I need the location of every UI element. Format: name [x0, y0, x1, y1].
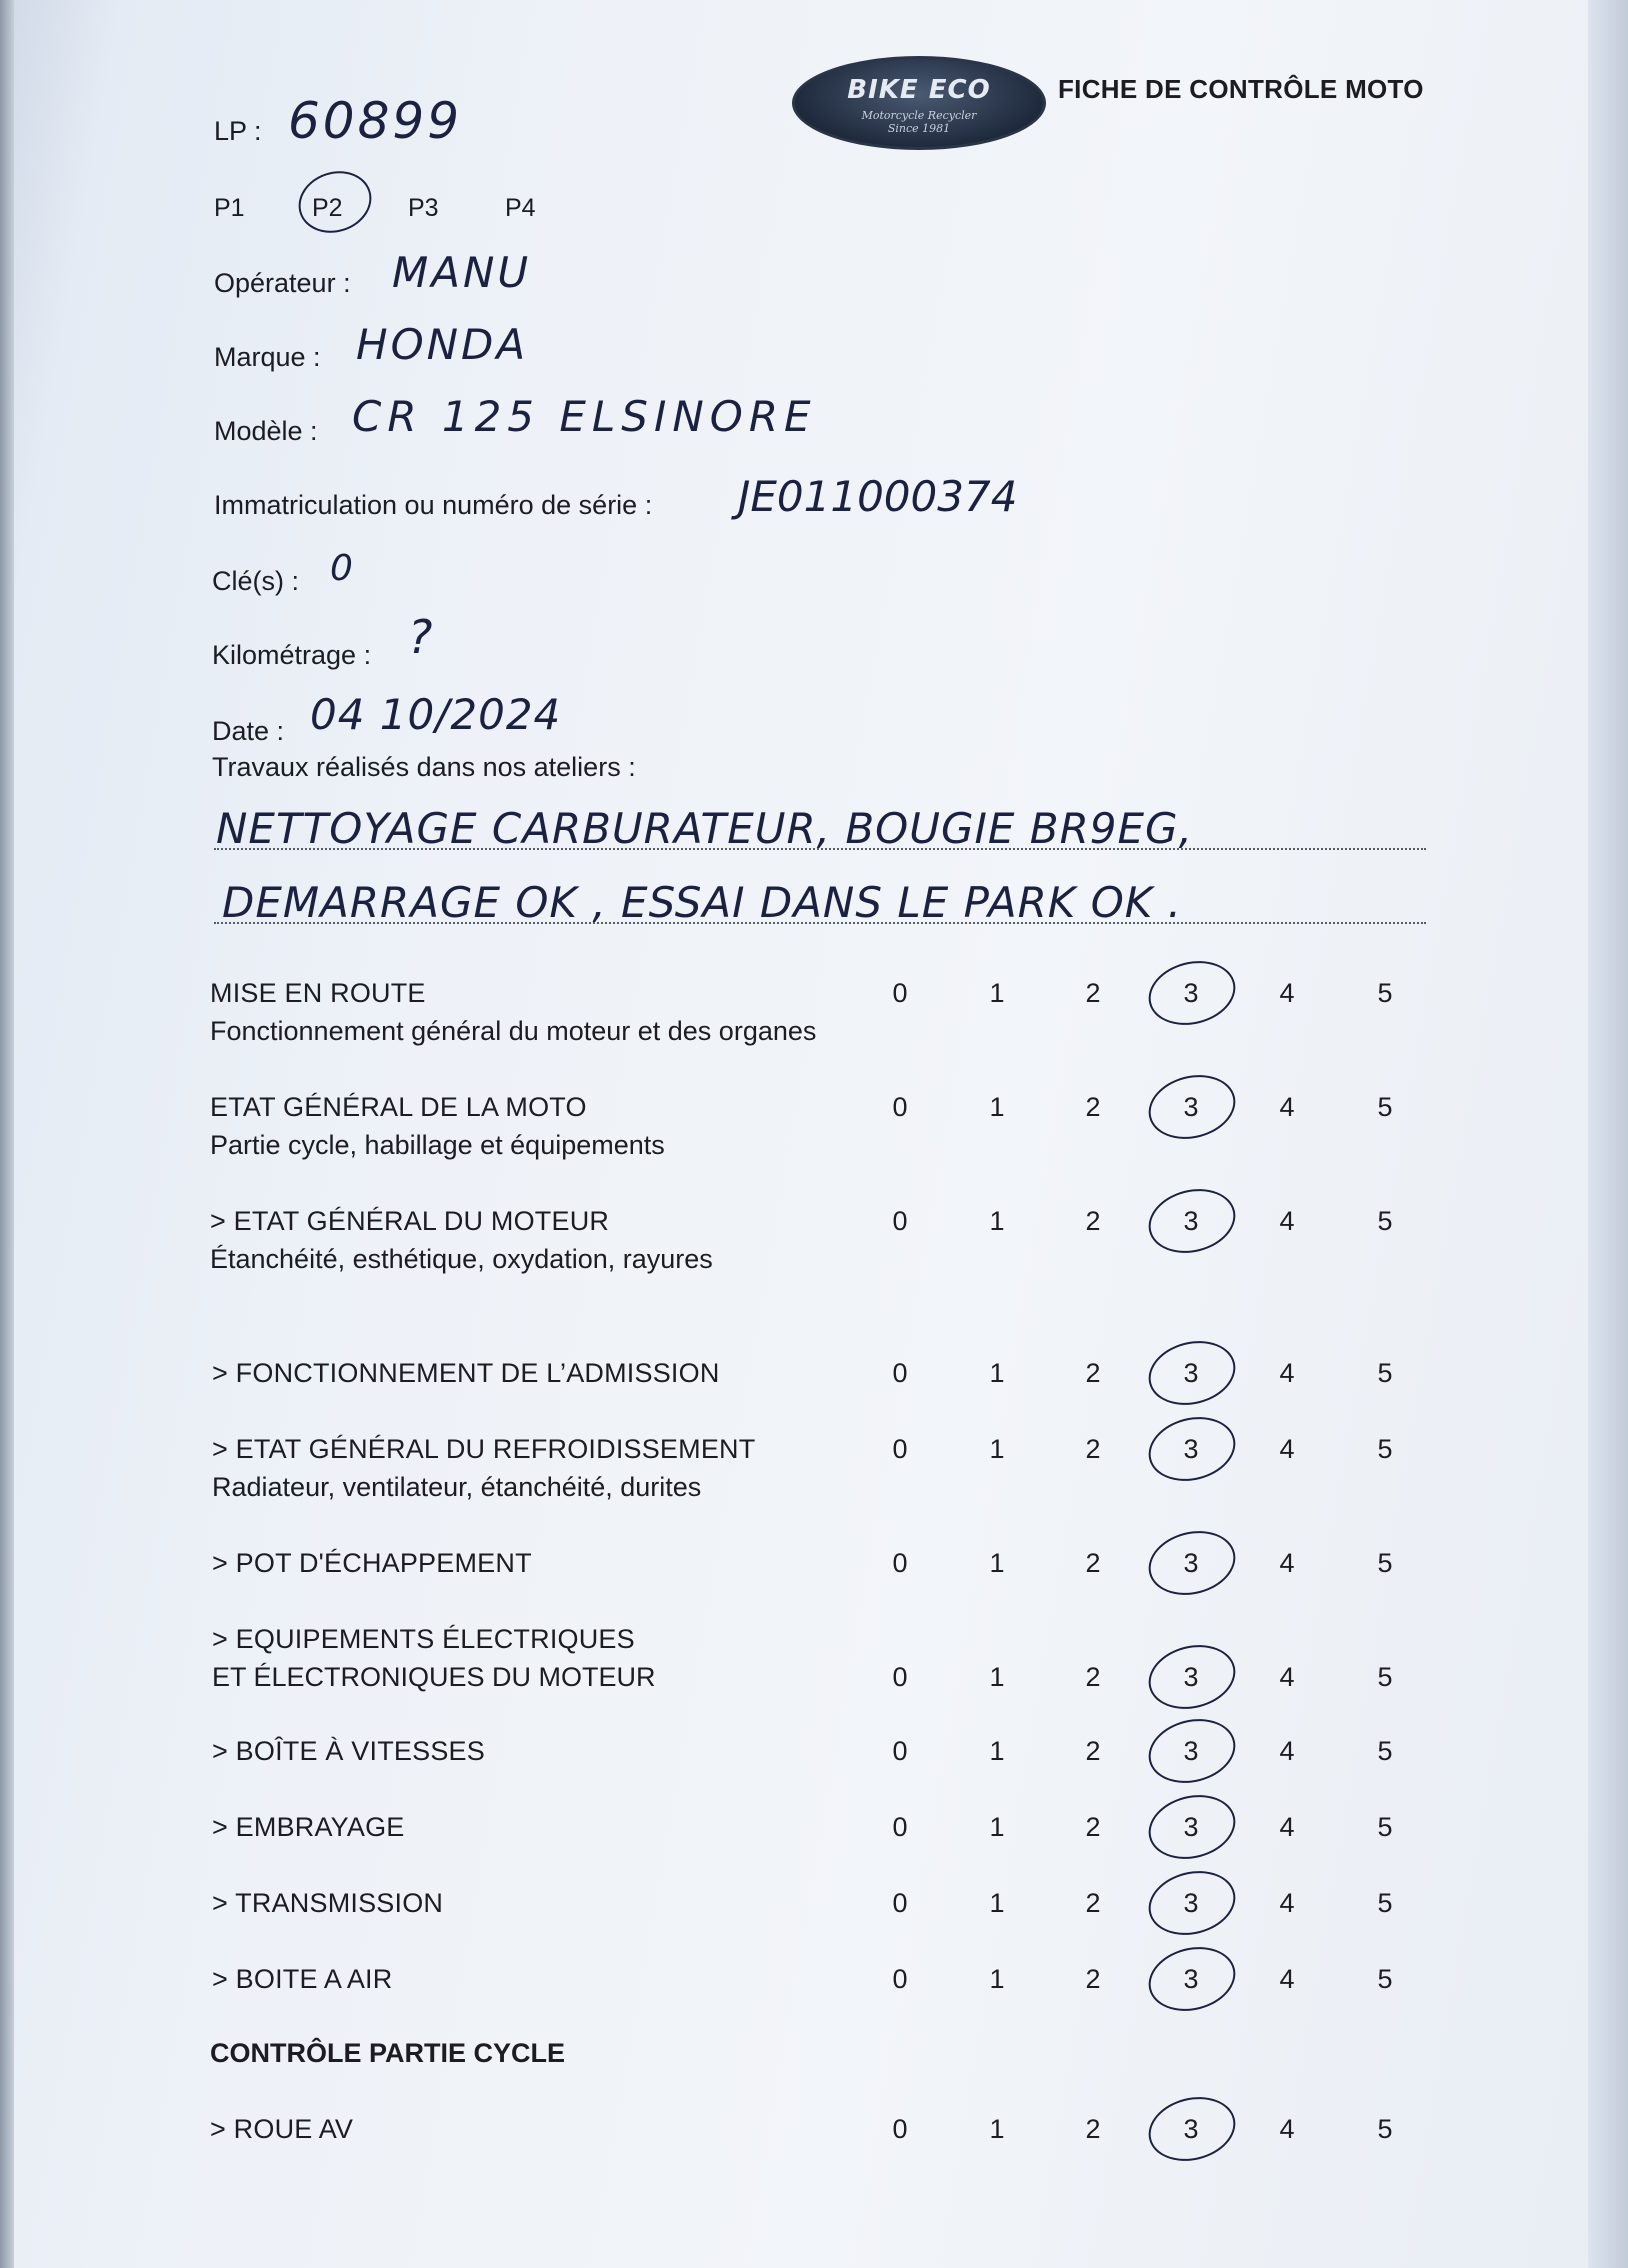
score-option: 0	[892, 1548, 908, 1578]
score-selected-circle	[1142, 1332, 1242, 1413]
bike-eco-logo	[792, 56, 1046, 150]
score-option: 4	[1279, 1358, 1295, 1388]
score-selected-circle	[1142, 1522, 1242, 1603]
lp-value: 60899	[288, 92, 463, 150]
binder-edge-left	[0, 0, 14, 2268]
score-option: 4	[1279, 1092, 1295, 1122]
score-option: 1	[989, 1964, 1005, 1994]
score-option: 3	[1183, 2114, 1199, 2144]
score-option: 4	[1279, 1812, 1295, 1842]
binder-edge-right	[1588, 0, 1628, 2268]
score-option: 0	[892, 1358, 908, 1388]
check-admission: > FONCTIONNEMENT DE L’ADMISSION	[212, 1358, 720, 1388]
score-selected-circle	[1142, 1786, 1242, 1867]
date-label: Date :	[212, 716, 285, 746]
score-option: 4	[1279, 978, 1295, 1008]
score-option: 2	[1085, 1964, 1101, 1994]
score-selected-circle	[1142, 952, 1242, 1033]
score-option: 1	[989, 1548, 1005, 1578]
check-etat-moteur-sub: Étanchéité, esthétique, oxydation, rayures	[210, 1244, 713, 1274]
brand-value: HONDA	[356, 320, 529, 369]
score-selected-circle	[1142, 1710, 1242, 1791]
mileage-label: Kilométrage :	[212, 640, 372, 670]
score-selected-circle	[1142, 1938, 1242, 2019]
score-option: 5	[1377, 1548, 1393, 1578]
score-option: 3	[1183, 1358, 1199, 1388]
score-option: 4	[1279, 1888, 1295, 1918]
score-option: 1	[989, 978, 1005, 1008]
score-selected-circle	[1142, 2088, 1242, 2169]
score-option: 0	[892, 1964, 908, 1994]
priority-p2: P2	[312, 194, 343, 222]
score-selected-circle	[1142, 1066, 1242, 1147]
score-option: 4	[1279, 1434, 1295, 1464]
check-mise-en-route: MISE EN ROUTE	[210, 978, 426, 1008]
score-option: 0	[892, 2114, 908, 2144]
logo-name: BIKE ECO	[847, 75, 991, 105]
score-option: 0	[892, 1888, 908, 1918]
score-option: 2	[1085, 1888, 1101, 1918]
score-option: 5	[1377, 1662, 1393, 1692]
score-option: 3	[1183, 1092, 1199, 1122]
check-boite-vitesses: > BOÎTE À VITESSES	[212, 1736, 485, 1766]
score-option: 2	[1085, 978, 1101, 1008]
score-option: 3	[1183, 1206, 1199, 1236]
check-etat-moteur: > ETAT GÉNÉRAL DU MOTEUR	[210, 1206, 610, 1236]
score-option: 5	[1377, 1812, 1393, 1842]
score-option: 4	[1279, 1736, 1295, 1766]
check-etat-moto: ETAT GÉNÉRAL DE LA MOTO	[210, 1092, 587, 1122]
score-option: 4	[1279, 2114, 1295, 2144]
score-option: 0	[892, 1092, 908, 1122]
priority-p3: P3	[408, 194, 439, 222]
score-option: 1	[989, 1206, 1005, 1236]
check-embrayage: > EMBRAYAGE	[212, 1812, 405, 1842]
score-option: 5	[1377, 1964, 1393, 1994]
score-option: 3	[1183, 1964, 1199, 1994]
check-mise-en-route-sub: Fonctionnement général du moteur et des organes	[210, 1016, 817, 1046]
logo-tagline-1: Motorcycle Recycler	[861, 109, 977, 122]
check-etat-moto-sub: Partie cycle, habillage et équipements	[210, 1130, 665, 1160]
score-option: 4	[1279, 1662, 1295, 1692]
check-refroidissement: > ETAT GÉNÉRAL DU REFROIDISSEMENT	[212, 1434, 756, 1464]
score-option: 5	[1377, 2114, 1393, 2144]
score-option: 3	[1183, 978, 1199, 1008]
keys-label: Clé(s) :	[212, 566, 299, 596]
score-option: 1	[989, 2114, 1005, 2144]
mileage-value: ?	[408, 610, 436, 664]
score-option: 5	[1377, 1434, 1393, 1464]
priority-selected-circle	[291, 162, 380, 242]
score-option: 5	[1377, 1092, 1393, 1122]
score-option: 4	[1279, 1964, 1295, 1994]
model-label: Modèle :	[214, 416, 318, 446]
score-option: 2	[1085, 1434, 1101, 1464]
score-selected-circle	[1142, 1862, 1242, 1943]
works-dotted-line-2	[214, 922, 1426, 924]
score-selected-circle	[1142, 1180, 1242, 1261]
serial-label: Immatriculation ou numéro de série :	[214, 490, 653, 520]
score-option: 2	[1085, 1736, 1101, 1766]
score-option: 5	[1377, 1206, 1393, 1236]
document-title: FICHE DE CONTRÔLE MOTO	[1058, 74, 1424, 104]
score-option: 2	[1085, 2114, 1101, 2144]
score-option: 0	[892, 1206, 908, 1236]
score-option: 4	[1279, 1206, 1295, 1236]
score-option: 5	[1377, 1358, 1393, 1388]
score-option: 5	[1377, 978, 1393, 1008]
check-transmission: > TRANSMISSION	[212, 1888, 444, 1918]
model-value: CR 125 ELSINORE	[352, 392, 817, 441]
score-option: 3	[1183, 1662, 1199, 1692]
operator-value: MANU	[392, 248, 532, 297]
score-option: 0	[892, 1434, 908, 1464]
check-boite-a-air: > BOITE A AIR	[212, 1964, 393, 1994]
score-selected-circle	[1142, 1636, 1242, 1717]
score-option: 2	[1085, 1092, 1101, 1122]
score-option: 3	[1183, 1888, 1199, 1918]
score-option: 0	[892, 1736, 908, 1766]
lp-label: LP :	[214, 116, 262, 146]
score-option: 1	[989, 1434, 1005, 1464]
score-selected-circle	[1142, 1408, 1242, 1489]
score-option: 2	[1085, 1662, 1101, 1692]
score-option: 2	[1085, 1358, 1101, 1388]
serial-value: JE011000374	[738, 472, 1018, 521]
score-option: 1	[989, 1736, 1005, 1766]
logo-tagline	[795, 109, 1043, 135]
score-option: 2	[1085, 1812, 1101, 1842]
score-option: 3	[1183, 1548, 1199, 1578]
score-option: 1	[989, 1812, 1005, 1842]
score-option: 3	[1183, 1812, 1199, 1842]
check-pot-echappement: > POT D'ÉCHAPPEMENT	[212, 1548, 532, 1578]
score-option: 0	[892, 978, 908, 1008]
score-option: 5	[1377, 1888, 1393, 1918]
check-equipements-electriques: > EQUIPEMENTS ÉLECTRIQUES	[212, 1624, 635, 1654]
score-option: 5	[1377, 1736, 1393, 1766]
score-option: 2	[1085, 1206, 1101, 1236]
score-option: 3	[1183, 1434, 1199, 1464]
score-option: 1	[989, 1358, 1005, 1388]
date-value: 04 10/2024	[310, 690, 562, 739]
score-option: 0	[892, 1812, 908, 1842]
score-option: 0	[892, 1662, 908, 1692]
works-label: Travaux réalisés dans nos ateliers :	[212, 752, 636, 782]
keys-value: 0	[330, 548, 356, 589]
section-partie-cycle: CONTRÔLE PARTIE CYCLE	[210, 2038, 566, 2068]
score-option: 1	[989, 1888, 1005, 1918]
priority-p1: P1	[214, 194, 245, 222]
works-line-1: NETTOYAGE CARBURATEUR, BOUGIE BR9EG,	[216, 804, 1193, 853]
score-option: 2	[1085, 1548, 1101, 1578]
brand-label: Marque :	[214, 342, 321, 372]
works-dotted-line-1	[214, 848, 1426, 850]
operator-label: Opérateur :	[214, 268, 351, 298]
logo-tagline-2: Since 1981	[887, 122, 951, 135]
check-equipements-electriques-sub: ET ÉLECTRONIQUES DU MOTEUR	[212, 1662, 656, 1692]
score-option: 1	[989, 1092, 1005, 1122]
score-option: 3	[1183, 1736, 1199, 1766]
score-option: 4	[1279, 1548, 1295, 1578]
check-roue-av: > ROUE AV	[210, 2114, 354, 2144]
check-refroidissement-sub: Radiateur, ventilateur, étanchéité, durites	[212, 1472, 702, 1502]
priority-p4: P4	[505, 194, 536, 222]
score-option: 1	[989, 1662, 1005, 1692]
works-line-2: DEMARRAGE OK , ESSAI DANS LE PARK OK .	[222, 878, 1182, 927]
